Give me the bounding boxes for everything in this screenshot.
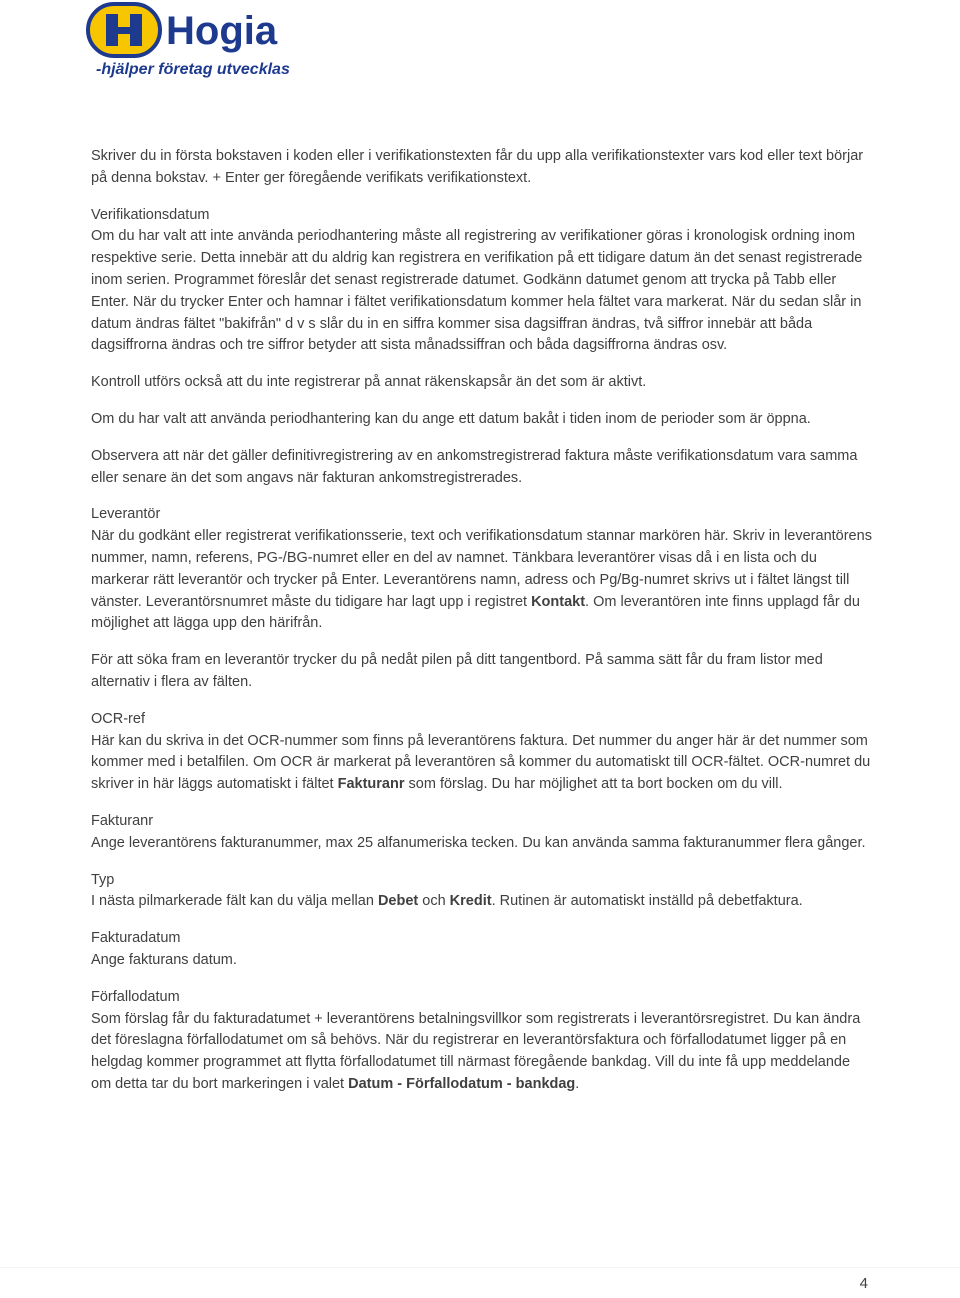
paragraph-intro [91,146,873,190]
paragraph-text: som förslag. Du har möjlighet att ta bort bocken om du vill. [404,776,783,793]
paragraph-periodhantering [91,409,873,431]
section-leverantor [91,504,873,635]
paragraph-text: Kontroll utförs också att du inte registrerar på annat räkenskapsår än det som är aktivt. [91,374,647,391]
bold-term-debet: Debet [377,893,419,910]
paragraph-text: För att söka fram en leverantör trycker du på nedåt pilen på ditt tangentbord. På samma sätt får du fram listor med alternativ i flera av fälten. [91,652,823,690]
paragraph-text: I nästa pilmarkerade fält kan du välja mellan [91,893,378,910]
logo-brand-text: Hogia [166,9,278,53]
paragraph-soka-leverantor [91,650,873,694]
hogia-logo-mark [84,0,304,84]
section-heading: OCR-ref [91,710,145,727]
paragraph-text: . Rutinen är automatiskt inställd på debetfaktura. [491,893,803,910]
section-heading: Förfallodatum [91,988,180,1005]
paragraph-text: Här kan du skriva in det OCR-nummer som finns på leverantörens faktura. Det nummer du anger här är det nummer som kommer med i betalfilen. Om OCR är markerat på leverantören så kommer du automatiskt till OCR-fältet. OCR-numret du skriver in här läggs automatiskt i fältet [91,732,871,793]
paragraph-text: När du godkänt eller registrerat verifikationsserie, text och verifikationsdatum stannar markören här. Skriv in leverantörens nummer, namn, referens, PG-/BG-numret eller en del av namnet. Tänkbara leverantörer visas då i en lista och du markerar rätt leverantör och trycker på Enter. Leverantörens namn, adress och Pg/Bg-numret skrivs ut i fältet längst till vänster. Leverantörsnumret måste du tidigare har lagt upp i registret [91,528,872,610]
bold-term-fakturanr: Fakturanr [337,776,405,793]
section-heading: Fakturadatum [91,930,181,947]
page-footer [0,1267,960,1298]
paragraph-text: Om du har valt att inte använda periodhantering måste all registrering av verifikationer göras i kronologisk ordning inom respektive serie. Detta innebär att du aldrig kan registrera en verifikation på ett tidigare datum än det senast registrerade inom serien. Programmet föreslår det senast registrerade datumet. Godkänn datumet genom att trycka på Tabb eller Enter. När du trycker Enter och hamnar i fältet verifikationsdatum kommer hela fältet vara markerat. När du sedan slår in datum ändras fältet "bakifrån" d v s slår du in en siffra kommer sisa dagsiffran ändras, två siffror innebär att båda dagsiffrorna ändras och tre siffror betyder att sista månadssiffran och båda dagsiffrorna ändras osv. [91,228,863,354]
section-typ [91,870,873,914]
document-body [91,146,873,1111]
section-heading: Fakturanr [91,812,154,829]
paragraph-text: . Om leverantören inte finns upplagd får du möjlighet att lägga upp den härifrån. [91,593,860,632]
bold-term-kontakt: Kontakt [531,593,586,610]
paragraph-text: Skriver du in första bokstaven i koden eller i verifikationstexten får du upp alla verifikationstexter vars kod eller text börjar på denna bokstav. + Enter ger föregående verifikats verifikationstext. [91,148,864,186]
paragraph-kontroll [91,372,873,394]
section-heading: Verifikationsdatum [91,206,210,223]
section-heading: Leverantör [91,506,161,523]
paragraph-text: Ange fakturans datum. [91,951,237,968]
section-verifikationsdatum [91,205,873,358]
paragraph-text: Ange leverantörens fakturanummer, max 25 alfanumeriska tecken. Du kan använda samma fakturanummer flera gånger. [91,834,866,851]
logo-tagline: -hjälper företag utvecklas [96,61,290,78]
paragraph-text: Observera att när det gäller definitivregistrering av en ankomstregistrerad faktura måste verifikationsdatum vara samma eller senare än det som angavs när fakturan ankomstregistrerades. [91,447,858,486]
section-forfallodatum [91,987,873,1096]
section-ocr-ref [91,709,873,796]
page-number: 4 [859,1275,868,1292]
bold-term-datum-forfallodatum-bankdag: Datum - Förfallodatum - bankdag [348,1075,576,1092]
section-heading: Typ [91,871,115,888]
paragraph-text: och [418,893,450,910]
paragraph-text: Som förslag får du fakturadatumet + leverantörens betalningsvillkor som registrerats i leverantörsregistret. Du kan ändra det föreslagna förfallodatumet om så behövs. När du registrerar en leverantörsfaktura och förfallodatumet ligger på en helgdag kommer programmet att flytta förfallodatumet till närmast föregående bankdag. Vill du inte få upp meddelande om detta tar du bort markeringen i valet [91,1010,861,1092]
paragraph-text: . [575,1075,580,1092]
section-fakturanr [91,811,873,855]
section-fakturadatum [91,928,873,972]
paragraph-observera [91,446,873,490]
hogia-logo [84,0,304,84]
bold-term-kredit: Kredit [449,893,492,910]
paragraph-text: Om du har valt att använda periodhantering kan du ange ett datum bakåt i tiden inom de perioder som är öppna. [91,410,811,427]
